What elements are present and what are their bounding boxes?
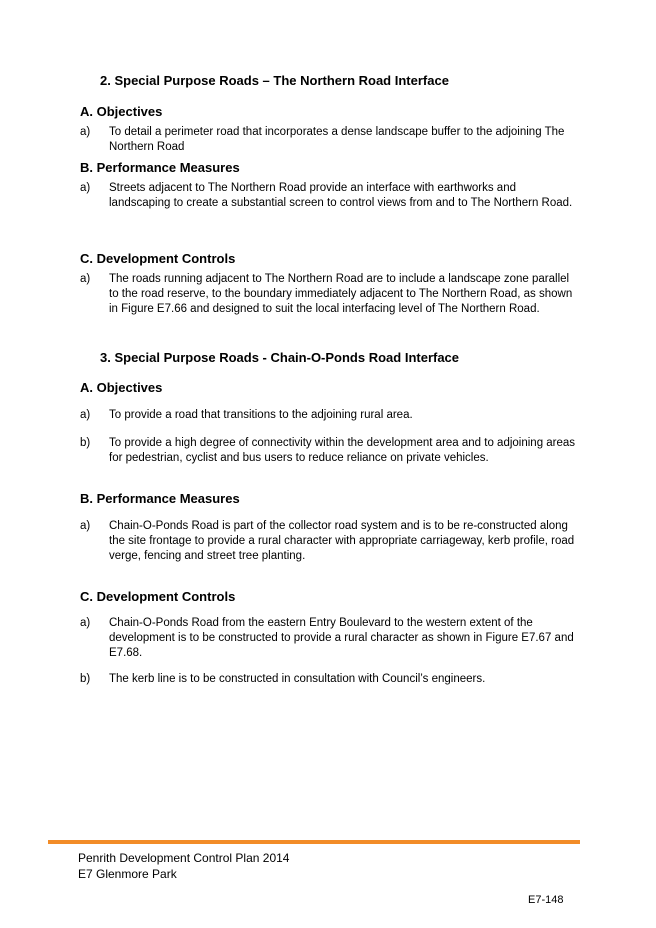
section-3-performance-heading: B. Performance Measures xyxy=(80,491,240,506)
section-3-control-b xyxy=(80,672,580,687)
item-label: a) xyxy=(80,273,91,285)
item-text: The roads running adjacent to The Northern Road are to include a landscape zone parallel to the road reserve, to the boundary immediately adjacent to The Northern Road, as shown in Figure E7.66 and designed to suit the local interfacing level of The Northern Road. xyxy=(109,273,573,315)
item-text: To detail a perimeter road that incorporates a dense landscape buffer to the adjoining The Northern Road xyxy=(109,126,565,153)
item-text: Streets adjacent to The Northern Road provide an interface with earthworks and landscaping to create a substantial screen to control views from and to The Northern Road. xyxy=(109,182,573,209)
footer-rule xyxy=(48,840,580,844)
item-text: Chain-O-Ponds Road from the eastern Entry Boulevard to the western extent of the development is to be constructed to provide a rural character as shown in Figure E7.67 and E7.68. xyxy=(109,617,574,659)
section-3-control-a xyxy=(80,616,580,661)
section-3-title: 3. Special Purpose Roads - Chain-O-Ponds Road Interface xyxy=(100,350,460,365)
section-2-control-a xyxy=(80,272,580,317)
section-2-controls-heading: C. Development Controls xyxy=(80,251,236,266)
item-text: Chain-O-Ponds Road is part of the collector road system and is to be re-constructed along the site frontage to provide a rural character with appropriate carriageway, kerb profile, road verge, fencing and street tree planting. xyxy=(109,520,575,562)
item-text: To provide a high degree of connectivity within the development area and to adjoining areas for pedestrian, cyclist and bus users to reduce reliance on private vehicles. xyxy=(109,437,576,464)
section-3-objectives-heading: A. Objectives xyxy=(80,380,163,395)
section-3-objective-b xyxy=(80,436,580,466)
section-3-performance-a xyxy=(80,519,580,564)
footer-chapter-title: E7 Glenmore Park xyxy=(78,867,177,881)
section-2-performance-a xyxy=(80,181,580,211)
section-2-title: 2. Special Purpose Roads – The Northern Road Interface xyxy=(100,73,449,88)
item-label: b) xyxy=(80,673,91,685)
item-label: a) xyxy=(80,520,91,532)
section-2-objective-a xyxy=(80,125,580,155)
section-2-performance-heading: B. Performance Measures xyxy=(80,160,240,175)
item-label: a) xyxy=(80,126,91,138)
page-number: E7-148 xyxy=(528,894,564,906)
item-label: a) xyxy=(80,617,91,629)
footer-document-title: Penrith Development Control Plan 2014 xyxy=(78,851,290,865)
item-text: To provide a road that transitions to the adjoining rural area. xyxy=(109,409,413,421)
section-2-objectives-heading: A. Objectives xyxy=(80,104,163,119)
section-3-objective-a xyxy=(80,408,580,423)
item-text: The kerb line is to be constructed in consultation with Council’s engineers. xyxy=(109,673,486,685)
item-label: b) xyxy=(80,437,91,449)
section-3-controls-heading: C. Development Controls xyxy=(80,589,236,604)
item-label: a) xyxy=(80,182,91,194)
item-label: a) xyxy=(80,409,91,421)
